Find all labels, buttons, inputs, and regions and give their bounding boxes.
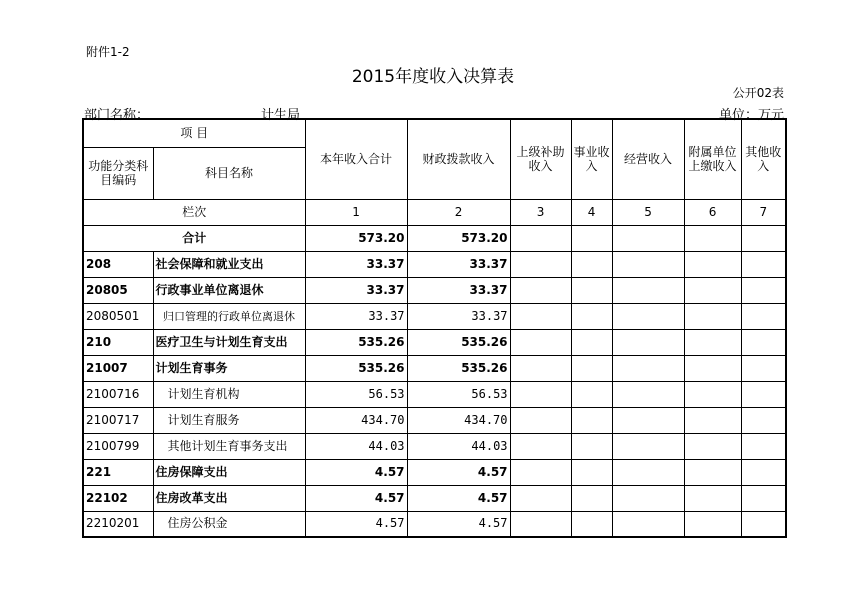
row-code: 2100799 <box>83 433 153 459</box>
column-index-2: 2 <box>407 199 510 225</box>
row-name: 计划生育事务 <box>153 355 305 381</box>
row-total: 4.57 <box>305 511 407 537</box>
row-total: 33.37 <box>305 277 407 303</box>
table-row <box>83 459 786 485</box>
header-func-code: 功能分类科目编码 <box>83 147 153 199</box>
row-name: 其他计划生育事务支出 <box>153 433 305 459</box>
row-code: 21007 <box>83 355 153 381</box>
column-index-row <box>83 199 786 225</box>
column-index-label: 栏次 <box>83 199 305 225</box>
table-row <box>83 329 786 355</box>
row-fiscal: 535.26 <box>407 329 510 355</box>
header-operating: 经营收入 <box>612 119 684 199</box>
header-business: 事业收入 <box>571 119 612 199</box>
table-row <box>83 511 786 537</box>
row-code: 22102 <box>83 485 153 511</box>
row-fiscal: 33.37 <box>407 251 510 277</box>
header-total: 本年收入合计 <box>305 119 407 199</box>
form-number: 公开02表 <box>732 86 784 100</box>
column-index-5: 5 <box>612 199 684 225</box>
column-index-1: 1 <box>305 199 407 225</box>
row-total: 4.57 <box>305 485 407 511</box>
row-fiscal: 535.26 <box>407 355 510 381</box>
row-name: 住房保障支出 <box>153 459 305 485</box>
total-row <box>83 225 786 251</box>
department-label: 部门名称： <box>84 108 150 123</box>
column-index-7: 7 <box>741 199 786 225</box>
row-code: 2080501 <box>83 303 153 329</box>
page-title: 2015年度收入决算表 <box>351 67 515 87</box>
row-total: 33.37 <box>305 303 407 329</box>
table-row <box>83 277 786 303</box>
column-index-6: 6 <box>684 199 741 225</box>
row-name: 住房改革支出 <box>153 485 305 511</box>
table-row <box>83 407 786 433</box>
row-total: 535.26 <box>305 329 407 355</box>
table-row <box>83 381 786 407</box>
row-total: 33.37 <box>305 251 407 277</box>
row-name: 住房公积金 <box>153 511 305 537</box>
row-total: 434.70 <box>305 407 407 433</box>
row-fiscal: 33.37 <box>407 277 510 303</box>
header-subject-name: 科目名称 <box>153 147 305 199</box>
row-total: 44.03 <box>305 433 407 459</box>
row-fiscal: 56.53 <box>407 381 510 407</box>
header-project: 项 目 <box>83 119 305 147</box>
row-fiscal: 44.03 <box>407 433 510 459</box>
table-row <box>83 433 786 459</box>
row-code: 2100717 <box>83 407 153 433</box>
row-total: 4.57 <box>305 459 407 485</box>
row-code: 2210201 <box>83 511 153 537</box>
column-index-3: 3 <box>510 199 571 225</box>
attachment-label: 附件1-2 <box>86 45 130 59</box>
row-fiscal: 4.57 <box>407 459 510 485</box>
table-row <box>83 303 786 329</box>
row-code: 2100716 <box>83 381 153 407</box>
row-name: 计划生育机构 <box>153 381 305 407</box>
header-row-1 <box>83 119 786 147</box>
row-name: 归口管理的行政单位离退休 <box>153 303 305 329</box>
row-code: 20805 <box>83 277 153 303</box>
row-code: 208 <box>83 251 153 277</box>
row-fiscal: 4.57 <box>407 511 510 537</box>
row-name: 行政事业单位离退休 <box>153 277 305 303</box>
total-label: 合计 <box>83 225 305 251</box>
table-row <box>83 485 786 511</box>
row-code: 221 <box>83 459 153 485</box>
row-name: 计划生育服务 <box>153 407 305 433</box>
column-index-4: 4 <box>571 199 612 225</box>
header-superior: 上级补助收入 <box>510 119 571 199</box>
table-row <box>83 251 786 277</box>
row-name: 社会保障和就业支出 <box>153 251 305 277</box>
department-name: 计生局 <box>261 108 301 123</box>
header-other: 其他收入 <box>741 119 786 199</box>
row-code: 210 <box>83 329 153 355</box>
row-fiscal: 434.70 <box>407 407 510 433</box>
row-name: 医疗卫生与计划生育支出 <box>153 329 305 355</box>
row-fiscal: 33.37 <box>407 303 510 329</box>
row-total: 56.53 <box>305 381 407 407</box>
header-affiliated: 附属单位上缴收入 <box>684 119 741 199</box>
row-fiscal: 4.57 <box>407 485 510 511</box>
row-total: 535.26 <box>305 355 407 381</box>
table-row <box>83 355 786 381</box>
total-amount: 573.20 <box>305 225 407 251</box>
unit-label: 单位：万元 <box>718 108 784 123</box>
income-table <box>82 118 787 538</box>
total-fiscal: 573.20 <box>407 225 510 251</box>
header-fiscal: 财政拨款收入 <box>407 119 510 199</box>
